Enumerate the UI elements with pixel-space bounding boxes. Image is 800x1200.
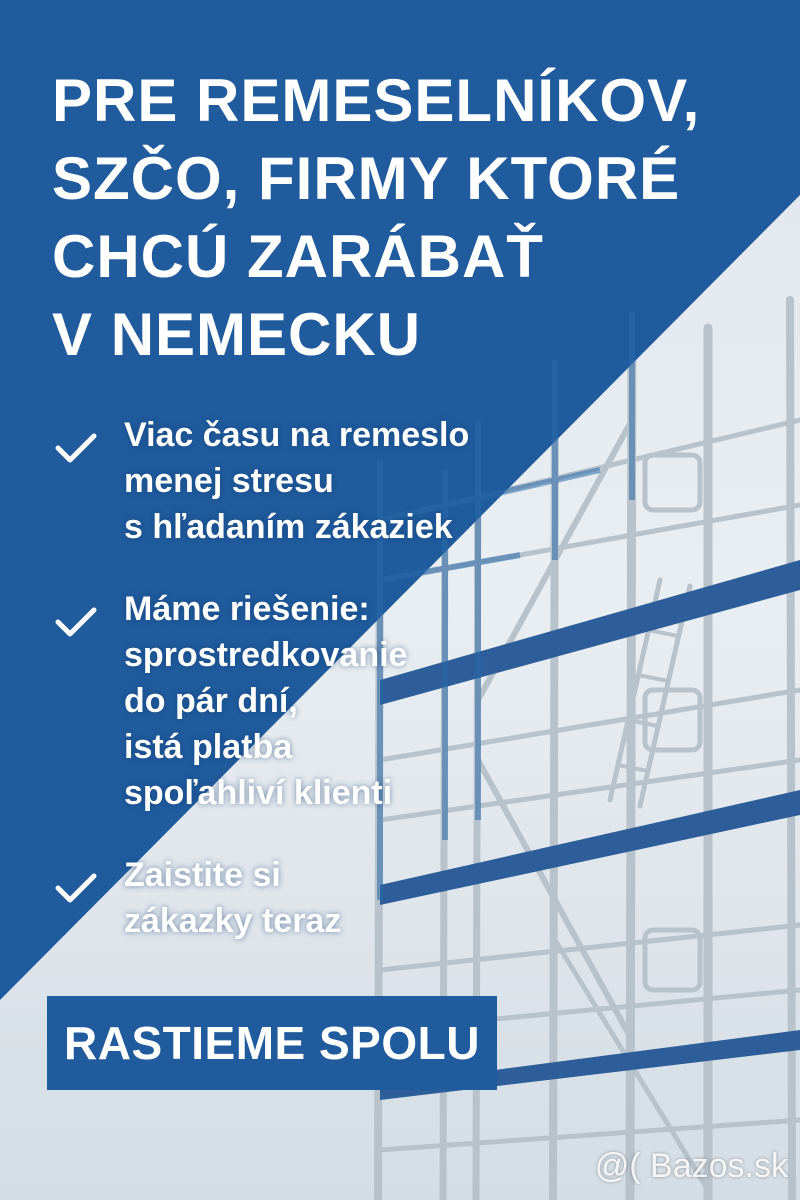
bazos-watermark: @( Bazos.sk <box>594 1147 788 1185</box>
benefit-line: Zaistite si <box>124 856 281 894</box>
benefit-line: istá platba <box>124 728 293 766</box>
benefit-item <box>54 412 514 550</box>
headline-line: CHCÚ ZARÁBAŤ <box>52 223 544 290</box>
cta-banner: RASTIEME SPOLU <box>47 996 497 1090</box>
headline <box>52 62 752 374</box>
benefit-line: menej stresu <box>124 462 334 500</box>
check-icon <box>54 430 98 466</box>
benefit-item <box>54 852 514 944</box>
benefit-line: s hľadaním zákaziek <box>124 508 453 546</box>
benefit-item <box>54 586 514 816</box>
benefit-text <box>124 586 514 816</box>
check-icon <box>54 870 98 906</box>
benefit-text <box>124 852 514 944</box>
headline-line: V NEMECKU <box>52 301 422 368</box>
benefit-text <box>124 412 514 550</box>
benefit-line: spoľahliví klienti <box>124 774 393 812</box>
headline-line: SZČO, FIRMY KTORÉ <box>52 145 681 212</box>
check-icon <box>54 604 98 640</box>
benefits-list <box>54 412 514 980</box>
benefit-line: Viac času na remeslo <box>124 416 470 454</box>
benefit-line: do pár dní, <box>124 682 298 720</box>
benefit-line: zákazky teraz <box>124 902 342 940</box>
headline-line: PRE REMESELNÍKOV, <box>52 67 701 134</box>
benefit-line: sprostredkovanie <box>124 636 408 674</box>
benefit-line: Máme riešenie: <box>124 590 370 628</box>
